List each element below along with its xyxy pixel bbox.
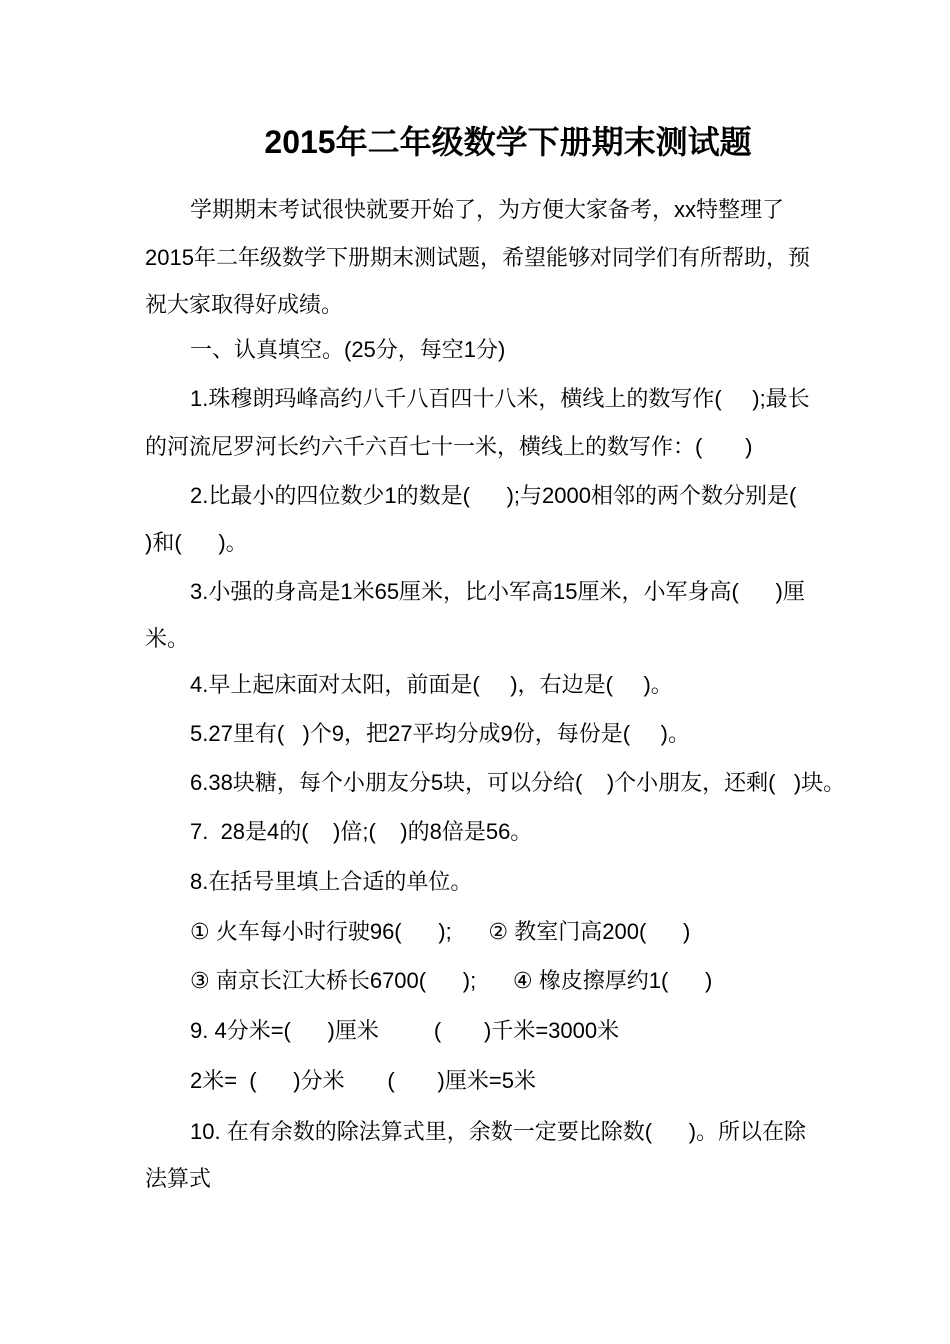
question-3-line-2: 米。 (145, 626, 190, 651)
question-8-row-1: ① 火车每小时行驶96( ); ② 教室门高200( ) (190, 919, 691, 944)
question-7: 7. 28是4的( )倍;( )的8倍是56。 (190, 819, 533, 844)
document-title: 2015年二年级数学下册期末测试题 (264, 124, 752, 160)
question-10-line-2: 法算式 (145, 1166, 212, 1191)
question-2-line-1: 2.比最小的四位数少1的数是( );与2000相邻的两个数分别是( (190, 483, 797, 508)
intro-line-3: 祝大家取得好成绩。 (145, 292, 344, 317)
question-3-line-1: 3.小强的身高是1米65厘米，比小军高15厘米，小军身高( )厘 (190, 579, 805, 604)
question-8-row-2: ③ 南京长江大桥长6700( ); ④ 橡皮擦厚约1( ) (190, 968, 713, 993)
question-9-row-1: 9. 4分米=( )厘米 ( )千米=3000米 (190, 1018, 620, 1043)
intro-line-1: 学期期末考试很快就要开始了，为方便大家备考，xx特整理了 (190, 197, 785, 222)
question-1-line-2: 的河流尼罗河长约六千六百七十一米，横线上的数写作：( ) (145, 434, 753, 459)
question-9-row-2: 2米= ( )分米 ( )厘米=5米 (190, 1068, 536, 1093)
question-2-line-2: )和( )。 (145, 530, 248, 555)
question-4: 4.早上起床面对太阳，前面是( )，右边是( )。 (190, 672, 673, 697)
question-1-line-1: 1.珠穆朗玛峰高约八千八百四十八米，横线上的数写作( );最长 (190, 386, 810, 411)
question-10-line-1: 10. 在有余数的除法算式里，余数一定要比除数( )。所以在除 (190, 1119, 807, 1144)
question-5: 5.27里有( )个9，把27平均分成9份，每份是( )。 (190, 721, 690, 746)
question-8-heading: 8.在括号里填上合适的单位。 (190, 869, 473, 894)
section-heading: 一、认真填空。(25分，每空1分) (190, 337, 506, 362)
question-6: 6.38块糖，每个小朋友分5块，可以分给( )个小朋友，还剩( )块。 (190, 770, 846, 795)
intro-line-2: 2015年二年级数学下册期末测试题，希望能够对同学们有所帮助，预 (145, 245, 810, 270)
